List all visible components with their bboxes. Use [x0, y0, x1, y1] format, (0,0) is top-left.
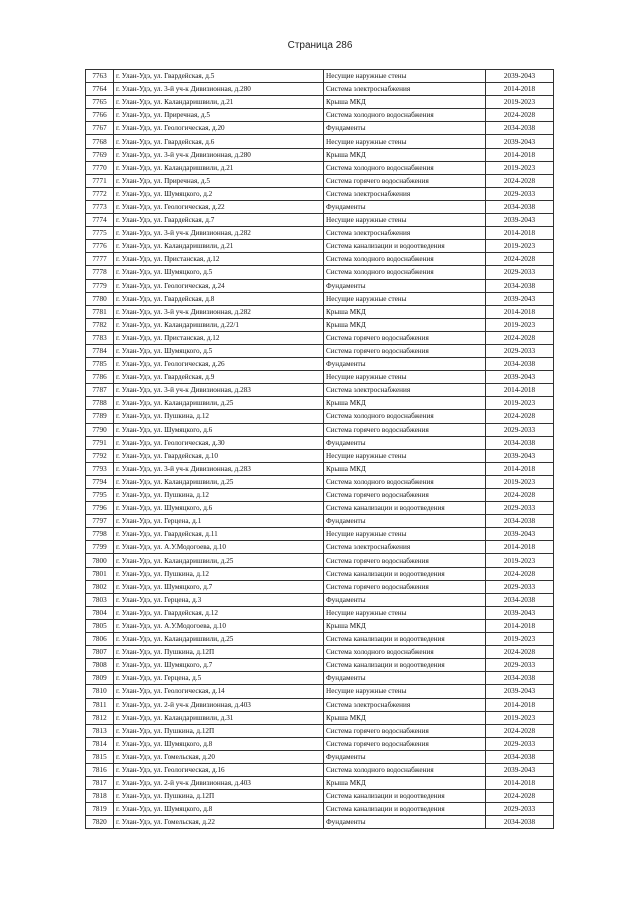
system-cell: Система холодного водоснабжения	[324, 266, 486, 279]
address-cell: г. Улан-Удэ, ул. Геологическая, д.14	[114, 685, 324, 698]
row-number-cell: 7768	[86, 135, 114, 148]
period-cell: 2039-2043	[486, 763, 554, 776]
table-row	[86, 436, 554, 449]
period-cell: 2024-2028	[486, 489, 554, 502]
table-row	[86, 122, 554, 135]
table-row	[86, 790, 554, 803]
system-cell: Крыша МКД	[324, 711, 486, 724]
row-number-cell: 7811	[86, 698, 114, 711]
address-cell: г. Улан-Удэ, ул. Шумяцкого, д.6	[114, 423, 324, 436]
period-cell: 2034-2038	[486, 672, 554, 685]
table-row	[86, 698, 554, 711]
period-cell: 2019-2023	[486, 397, 554, 410]
address-cell: г. Улан-Удэ, ул. Каландаришвили, д.25	[114, 475, 324, 488]
address-cell: г. Улан-Удэ, ул. Пушкина, д.12	[114, 410, 324, 423]
period-cell: 2019-2023	[486, 96, 554, 109]
address-cell: г. Улан-Удэ, ул. Гвардейская, д.10	[114, 449, 324, 462]
row-number-cell: 7783	[86, 331, 114, 344]
row-number-cell: 7788	[86, 397, 114, 410]
period-cell: 2024-2028	[486, 174, 554, 187]
address-cell: г. Улан-Удэ, ул. Каландаришвили, д.25	[114, 554, 324, 567]
table-row	[86, 672, 554, 685]
address-cell: г. Улан-Удэ, ул. Пушкина, д.12П	[114, 790, 324, 803]
row-number-cell: 7802	[86, 580, 114, 593]
table-row	[86, 358, 554, 371]
address-cell: г. Улан-Удэ, ул. Геологическая, д.22	[114, 200, 324, 213]
system-cell: Несущие наружные стены	[324, 606, 486, 619]
period-cell: 2019-2023	[486, 633, 554, 646]
system-cell: Система канализации и водоотведения	[324, 240, 486, 253]
address-cell: г. Улан-Удэ, ул. Герцена, д.1	[114, 515, 324, 528]
period-cell: 2034-2038	[486, 593, 554, 606]
address-cell: г. Улан-Удэ, ул. А.У.Модогоева, д.10	[114, 619, 324, 632]
system-cell: Фундаменты	[324, 593, 486, 606]
address-cell: г. Улан-Удэ, ул. Каландаришвили, д.25	[114, 633, 324, 646]
table-row	[86, 344, 554, 357]
period-cell: 2039-2043	[486, 685, 554, 698]
system-cell: Система горячего водоснабжения	[324, 737, 486, 750]
row-number-cell: 7817	[86, 777, 114, 790]
period-cell: 2014-2018	[486, 619, 554, 632]
period-cell: 2029-2033	[486, 737, 554, 750]
period-cell: 2029-2033	[486, 803, 554, 816]
table-row	[86, 462, 554, 475]
system-cell: Несущие наружные стены	[324, 449, 486, 462]
system-cell: Фундаменты	[324, 515, 486, 528]
table-row	[86, 174, 554, 187]
period-cell: 2019-2023	[486, 318, 554, 331]
system-cell: Система канализации и водоотведения	[324, 790, 486, 803]
address-cell: г. Улан-Удэ, ул. Пушкина, д.12	[114, 489, 324, 502]
table-row	[86, 423, 554, 436]
repair-schedule-table-wrapper	[85, 69, 553, 829]
row-number-cell: 7772	[86, 187, 114, 200]
system-cell: Несущие наружные стены	[324, 528, 486, 541]
row-number-cell: 7778	[86, 266, 114, 279]
period-cell: 2014-2018	[486, 698, 554, 711]
period-cell: 2034-2038	[486, 279, 554, 292]
period-cell: 2034-2038	[486, 200, 554, 213]
period-cell: 2034-2038	[486, 436, 554, 449]
table-row	[86, 292, 554, 305]
system-cell: Система горячего водоснабжения	[324, 344, 486, 357]
period-cell: 2039-2043	[486, 135, 554, 148]
table-row	[86, 96, 554, 109]
period-cell: 2024-2028	[486, 567, 554, 580]
table-row	[86, 384, 554, 397]
system-cell: Система канализации и водоотведения	[324, 567, 486, 580]
system-cell: Крыша МКД	[324, 148, 486, 161]
row-number-cell: 7793	[86, 462, 114, 475]
table-row	[86, 554, 554, 567]
period-cell: 2019-2023	[486, 240, 554, 253]
row-number-cell: 7800	[86, 554, 114, 567]
row-number-cell: 7789	[86, 410, 114, 423]
table-row	[86, 659, 554, 672]
table-row	[86, 214, 554, 227]
table-row	[86, 606, 554, 619]
period-cell: 2024-2028	[486, 790, 554, 803]
period-cell: 2039-2043	[486, 606, 554, 619]
period-cell: 2034-2038	[486, 515, 554, 528]
table-row	[86, 266, 554, 279]
row-number-cell: 7815	[86, 750, 114, 763]
system-cell: Система холодного водоснабжения	[324, 161, 486, 174]
table-body	[86, 70, 554, 829]
row-number-cell: 7798	[86, 528, 114, 541]
row-number-cell: 7801	[86, 567, 114, 580]
period-cell: 2024-2028	[486, 724, 554, 737]
address-cell: г. Улан-Удэ, ул. Шумяцкого, д.5	[114, 266, 324, 279]
address-cell: г. Улан-Удэ, ул. Шумяцкого, д.7	[114, 580, 324, 593]
row-number-cell: 7792	[86, 449, 114, 462]
system-cell: Система электроснабжения	[324, 83, 486, 96]
row-number-cell: 7799	[86, 541, 114, 554]
address-cell: г. Улан-Удэ, ул. 2-й уч-к Дивизионная, д.403	[114, 777, 324, 790]
system-cell: Система горячего водоснабжения	[324, 174, 486, 187]
address-cell: г. Улан-Удэ, ул. Шумяцкого, д.8	[114, 803, 324, 816]
system-cell: Несущие наружные стены	[324, 214, 486, 227]
table-row	[86, 135, 554, 148]
table-row	[86, 515, 554, 528]
table-row	[86, 227, 554, 240]
address-cell: г. Улан-Удэ, ул. Шумяцкого, д.5	[114, 344, 324, 357]
address-cell: г. Улан-Удэ, ул. Каландаришвили, д.25	[114, 397, 324, 410]
row-number-cell: 7787	[86, 384, 114, 397]
period-cell: 2034-2038	[486, 750, 554, 763]
period-cell: 2019-2023	[486, 161, 554, 174]
period-cell: 2014-2018	[486, 384, 554, 397]
period-cell: 2019-2023	[486, 475, 554, 488]
row-number-cell: 7786	[86, 371, 114, 384]
address-cell: г. Улан-Удэ, ул. Геологическая, д.16	[114, 763, 324, 776]
address-cell: г. Улан-Удэ, ул. Герцена, д.5	[114, 672, 324, 685]
table-row	[86, 253, 554, 266]
row-number-cell: 7810	[86, 685, 114, 698]
system-cell: Фундаменты	[324, 672, 486, 685]
system-cell: Система горячего водоснабжения	[324, 580, 486, 593]
address-cell: г. Улан-Удэ, ул. Пушкина, д.12П	[114, 646, 324, 659]
row-number-cell: 7777	[86, 253, 114, 266]
address-cell: г. Улан-Удэ, ул. Герцена, д.3	[114, 593, 324, 606]
address-cell: г. Улан-Удэ, ул. Приречная, д.5	[114, 109, 324, 122]
row-number-cell: 7797	[86, 515, 114, 528]
period-cell: 2029-2033	[486, 344, 554, 357]
address-cell: г. Улан-Удэ, ул. Пушкина, д.12П	[114, 724, 324, 737]
address-cell: г. Улан-Удэ, ул. Каландаришвили, д.21	[114, 161, 324, 174]
row-number-cell: 7775	[86, 227, 114, 240]
address-cell: г. Улан-Удэ, ул. Каландаришвили, д.31	[114, 711, 324, 724]
table-row	[86, 737, 554, 750]
table-row	[86, 148, 554, 161]
period-cell: 2034-2038	[486, 122, 554, 135]
system-cell: Крыша МКД	[324, 318, 486, 331]
period-cell: 2024-2028	[486, 109, 554, 122]
table-row	[86, 528, 554, 541]
system-cell: Система горячего водоснабжения	[324, 724, 486, 737]
table-row	[86, 200, 554, 213]
period-cell: 2019-2023	[486, 554, 554, 567]
address-cell: г. Улан-Удэ, ул. Каландаришвили, д.21	[114, 240, 324, 253]
table-row	[86, 109, 554, 122]
address-cell: г. Улан-Удэ, ул. Гвардейская, д.9	[114, 371, 324, 384]
address-cell: г. Улан-Удэ, ул. 2-й уч-к Дивизионная, д.403	[114, 698, 324, 711]
table-row	[86, 410, 554, 423]
table-row	[86, 711, 554, 724]
table-row	[86, 580, 554, 593]
row-number-cell: 7816	[86, 763, 114, 776]
table-row	[86, 750, 554, 763]
address-cell: г. Улан-Удэ, ул. Геологическая, д.26	[114, 358, 324, 371]
system-cell: Фундаменты	[324, 436, 486, 449]
row-number-cell: 7779	[86, 279, 114, 292]
table-row	[86, 777, 554, 790]
system-cell: Система канализации и водоотведения	[324, 502, 486, 515]
system-cell: Фундаменты	[324, 816, 486, 829]
period-cell: 2014-2018	[486, 148, 554, 161]
address-cell: г. Улан-Удэ, ул. Пристанская, д.12	[114, 253, 324, 266]
table-row	[86, 70, 554, 83]
table-row	[86, 371, 554, 384]
system-cell: Фундаменты	[324, 279, 486, 292]
period-cell: 2014-2018	[486, 305, 554, 318]
address-cell: г. Улан-Удэ, ул. 3-й уч-к Дивизионная, д.282	[114, 305, 324, 318]
table-row	[86, 724, 554, 737]
period-cell: 2014-2018	[486, 541, 554, 554]
address-cell: г. Улан-Удэ, ул. Гвардейская, д.5	[114, 70, 324, 83]
table-row	[86, 502, 554, 515]
system-cell: Система холодного водоснабжения	[324, 475, 486, 488]
period-cell: 2029-2033	[486, 423, 554, 436]
address-cell: г. Улан-Удэ, ул. Гвардейская, д.6	[114, 135, 324, 148]
row-number-cell: 7804	[86, 606, 114, 619]
table-row	[86, 240, 554, 253]
address-cell: г. Улан-Удэ, ул. 3-й уч-к Дивизионная, д.283	[114, 462, 324, 475]
system-cell: Крыша МКД	[324, 96, 486, 109]
address-cell: г. Улан-Удэ, ул. 3-й уч-к Дивизионная, д.280	[114, 148, 324, 161]
row-number-cell: 7770	[86, 161, 114, 174]
period-cell: 2014-2018	[486, 83, 554, 96]
system-cell: Крыша МКД	[324, 305, 486, 318]
table-row	[86, 161, 554, 174]
address-cell: г. Улан-Удэ, ул. Геологическая, д.20	[114, 122, 324, 135]
period-cell: 2014-2018	[486, 777, 554, 790]
system-cell: Система канализации и водоотведения	[324, 659, 486, 672]
system-cell: Система канализации и водоотведения	[324, 633, 486, 646]
system-cell: Система горячего водоснабжения	[324, 554, 486, 567]
row-number-cell: 7796	[86, 502, 114, 515]
table-row	[86, 541, 554, 554]
period-cell: 2039-2043	[486, 292, 554, 305]
address-cell: г. Улан-Удэ, ул. 3-й уч-к Дивизионная, д.282	[114, 227, 324, 240]
address-cell: г. Улан-Удэ, ул. 3-й уч-к Дивизионная, д.280	[114, 83, 324, 96]
system-cell: Система электроснабжения	[324, 384, 486, 397]
system-cell: Система холодного водоснабжения	[324, 253, 486, 266]
row-number-cell: 7807	[86, 646, 114, 659]
row-number-cell: 7763	[86, 70, 114, 83]
table-row	[86, 646, 554, 659]
page-title: Страница 286	[287, 40, 353, 51]
period-cell: 2039-2043	[486, 528, 554, 541]
row-number-cell: 7774	[86, 214, 114, 227]
row-number-cell: 7795	[86, 489, 114, 502]
period-cell: 2029-2033	[486, 502, 554, 515]
period-cell: 2039-2043	[486, 449, 554, 462]
system-cell: Система горячего водоснабжения	[324, 423, 486, 436]
period-cell: 2034-2038	[486, 816, 554, 829]
row-number-cell: 7819	[86, 803, 114, 816]
table-row	[86, 305, 554, 318]
system-cell: Система холодного водоснабжения	[324, 646, 486, 659]
table-row	[86, 567, 554, 580]
address-cell: г. Улан-Удэ, ул. Каландаришвили, д.21	[114, 96, 324, 109]
row-number-cell: 7781	[86, 305, 114, 318]
address-cell: г. Улан-Удэ, ул. Шумяцкого, д.2	[114, 187, 324, 200]
table-row	[86, 593, 554, 606]
system-cell: Крыша МКД	[324, 619, 486, 632]
address-cell: г. Улан-Удэ, ул. Гвардейская, д.7	[114, 214, 324, 227]
address-cell: г. Улан-Удэ, ул. Шумяцкого, д.6	[114, 502, 324, 515]
period-cell: 2029-2033	[486, 659, 554, 672]
system-cell: Крыша МКД	[324, 777, 486, 790]
system-cell: Несущие наружные стены	[324, 292, 486, 305]
row-number-cell: 7769	[86, 148, 114, 161]
address-cell: г. Улан-Удэ, ул. Гвардейская, д.12	[114, 606, 324, 619]
system-cell: Фундаменты	[324, 122, 486, 135]
table-row	[86, 475, 554, 488]
address-cell: г. Улан-Удэ, ул. Шумяцкого, д.8	[114, 737, 324, 750]
system-cell: Система холодного водоснабжения	[324, 410, 486, 423]
period-cell: 2024-2028	[486, 331, 554, 344]
period-cell: 2039-2043	[486, 371, 554, 384]
row-number-cell: 7790	[86, 423, 114, 436]
row-number-cell: 7773	[86, 200, 114, 213]
address-cell: г. Улан-Удэ, ул. Приречная, д.5	[114, 174, 324, 187]
address-cell: г. Улан-Удэ, ул. Пристанская, д.12	[114, 331, 324, 344]
system-cell: Фундаменты	[324, 358, 486, 371]
table-row	[86, 279, 554, 292]
system-cell: Система электроснабжения	[324, 698, 486, 711]
row-number-cell: 7765	[86, 96, 114, 109]
row-number-cell: 7771	[86, 174, 114, 187]
period-cell: 2039-2043	[486, 70, 554, 83]
table-row	[86, 397, 554, 410]
table-row	[86, 331, 554, 344]
address-cell: г. Улан-Удэ, ул. Гомельская, д.20	[114, 750, 324, 763]
row-number-cell: 7784	[86, 344, 114, 357]
table-row	[86, 318, 554, 331]
period-cell: 2024-2028	[486, 253, 554, 266]
address-cell: г. Улан-Удэ, ул. 3-й уч-к Дивизионная, д.283	[114, 384, 324, 397]
system-cell: Система горячего водоснабжения	[324, 489, 486, 502]
row-number-cell: 7809	[86, 672, 114, 685]
table-row	[86, 619, 554, 632]
row-number-cell: 7818	[86, 790, 114, 803]
row-number-cell: 7808	[86, 659, 114, 672]
address-cell: г. Улан-Удэ, ул. Шумяцкого, д.7	[114, 659, 324, 672]
system-cell: Фундаменты	[324, 200, 486, 213]
row-number-cell: 7806	[86, 633, 114, 646]
period-cell: 2034-2038	[486, 358, 554, 371]
row-number-cell: 7814	[86, 737, 114, 750]
row-number-cell: 7813	[86, 724, 114, 737]
table-row	[86, 685, 554, 698]
period-cell: 2024-2028	[486, 646, 554, 659]
table-row	[86, 803, 554, 816]
address-cell: г. Улан-Удэ, ул. Гвардейская, д.8	[114, 292, 324, 305]
period-cell: 2029-2033	[486, 580, 554, 593]
row-number-cell: 7820	[86, 816, 114, 829]
system-cell: Система электроснабжения	[324, 187, 486, 200]
row-number-cell: 7766	[86, 109, 114, 122]
row-number-cell: 7812	[86, 711, 114, 724]
period-cell: 2024-2028	[486, 410, 554, 423]
period-cell: 2029-2033	[486, 266, 554, 279]
system-cell: Крыша МКД	[324, 462, 486, 475]
table-row	[86, 449, 554, 462]
table-row	[86, 489, 554, 502]
system-cell: Крыша МКД	[324, 397, 486, 410]
row-number-cell: 7767	[86, 122, 114, 135]
system-cell: Несущие наружные стены	[324, 135, 486, 148]
table-row	[86, 83, 554, 96]
system-cell: Система электроснабжения	[324, 227, 486, 240]
system-cell: Система холодного водоснабжения	[324, 763, 486, 776]
period-cell: 2039-2043	[486, 214, 554, 227]
row-number-cell: 7764	[86, 83, 114, 96]
row-number-cell: 7794	[86, 475, 114, 488]
address-cell: г. Улан-Удэ, ул. Каландаришвили, д.22/1	[114, 318, 324, 331]
address-cell: г. Улан-Удэ, ул. Геологическая, д.24	[114, 279, 324, 292]
row-number-cell: 7791	[86, 436, 114, 449]
table-row	[86, 187, 554, 200]
row-number-cell: 7785	[86, 358, 114, 371]
row-number-cell: 7805	[86, 619, 114, 632]
system-cell: Несущие наружные стены	[324, 371, 486, 384]
system-cell: Система электроснабжения	[324, 541, 486, 554]
address-cell: г. Улан-Удэ, ул. А.У.Модогоева, д.10	[114, 541, 324, 554]
period-cell: 2029-2033	[486, 187, 554, 200]
period-cell: 2014-2018	[486, 462, 554, 475]
row-number-cell: 7782	[86, 318, 114, 331]
table-row	[86, 816, 554, 829]
system-cell: Несущие наружные стены	[324, 685, 486, 698]
row-number-cell: 7803	[86, 593, 114, 606]
system-cell: Система холодного водоснабжения	[324, 109, 486, 122]
system-cell: Фундаменты	[324, 750, 486, 763]
system-cell: Система горячего водоснабжения	[324, 331, 486, 344]
period-cell: 2014-2018	[486, 227, 554, 240]
row-number-cell: 7776	[86, 240, 114, 253]
table-row	[86, 763, 554, 776]
system-cell: Несущие наружные стены	[324, 70, 486, 83]
row-number-cell: 7780	[86, 292, 114, 305]
table-row	[86, 633, 554, 646]
repair-schedule-table	[85, 69, 554, 829]
address-cell: г. Улан-Удэ, ул. Гомельская, д.22	[114, 816, 324, 829]
system-cell: Система канализации и водоотведения	[324, 803, 486, 816]
address-cell: г. Улан-Удэ, ул. Геологическая, д.30	[114, 436, 324, 449]
address-cell: г. Улан-Удэ, ул. Пушкина, д.12	[114, 567, 324, 580]
period-cell: 2019-2023	[486, 711, 554, 724]
address-cell: г. Улан-Удэ, ул. Гвардейская, д.11	[114, 528, 324, 541]
